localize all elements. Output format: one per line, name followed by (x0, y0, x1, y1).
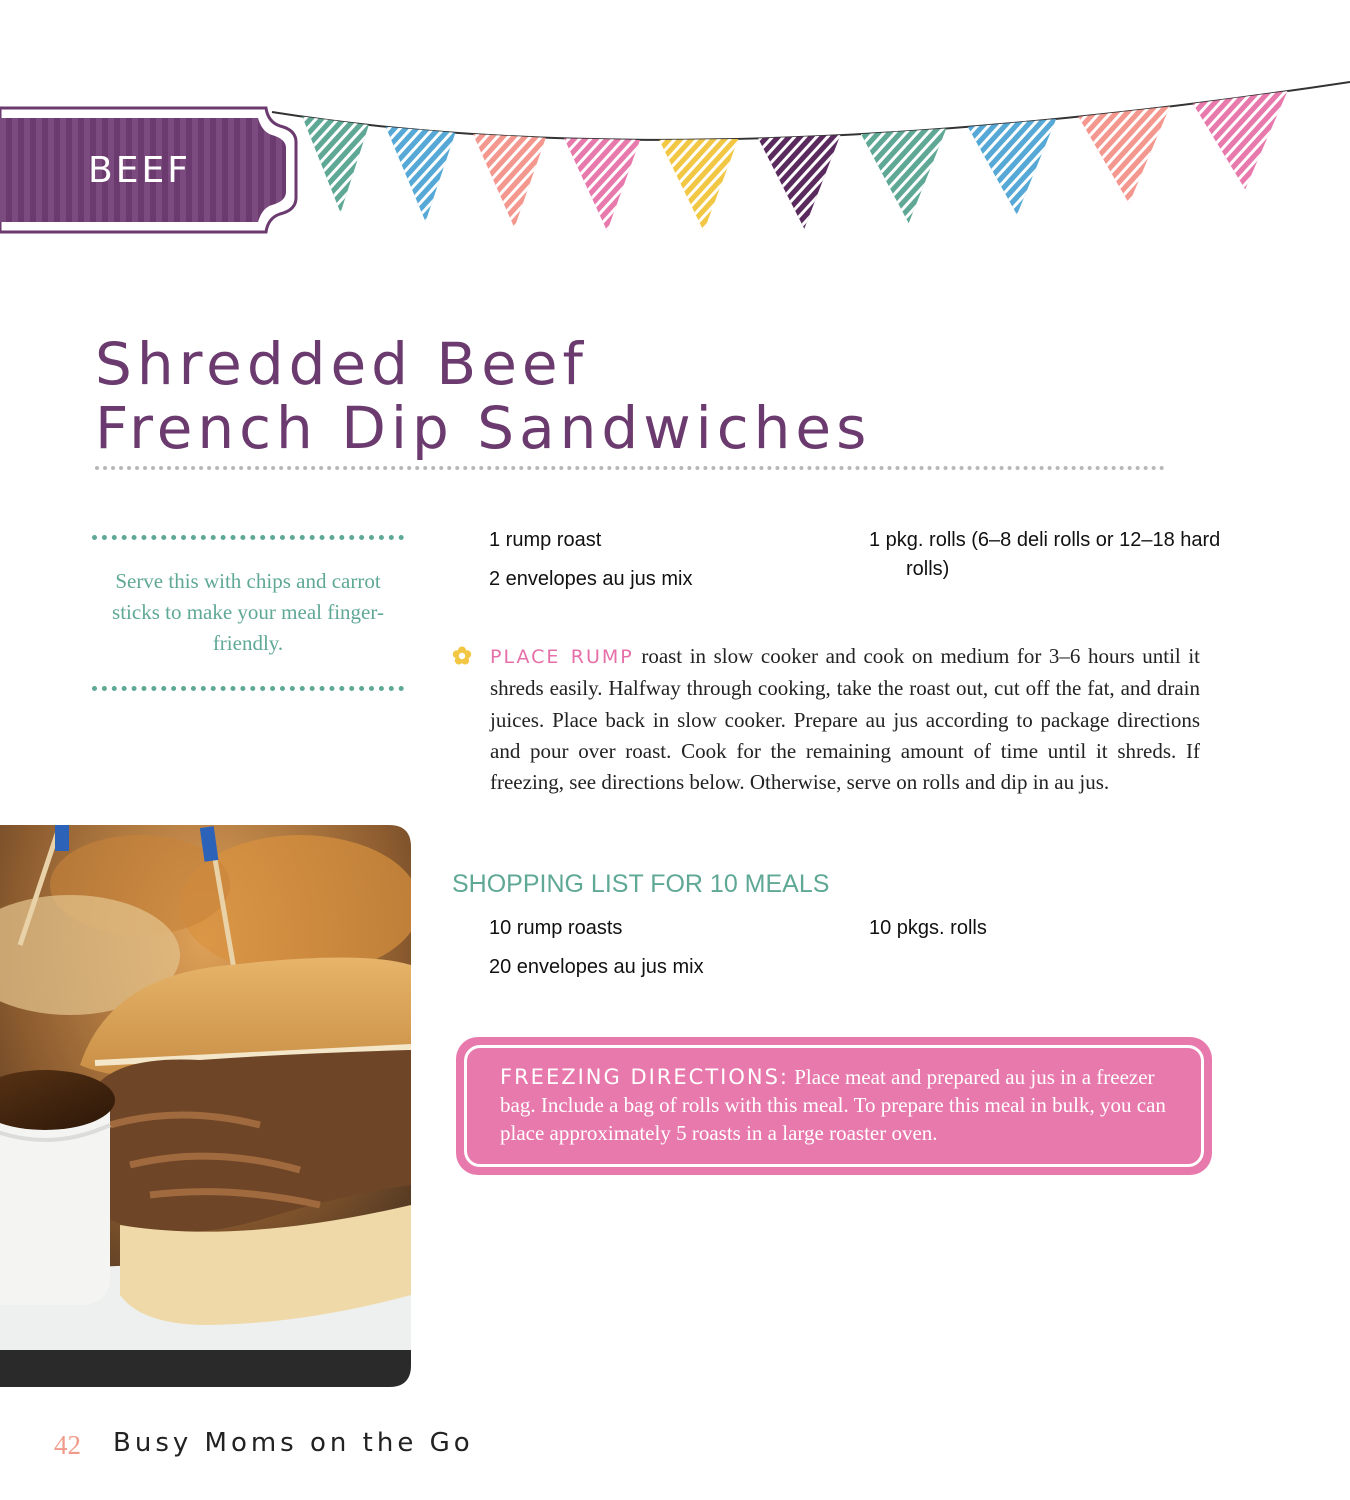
shopping-list-heading: SHOPPING LIST FOR 10 MEALS (452, 870, 830, 898)
book-title: Busy Moms on the Go (113, 1428, 474, 1458)
shopping-item: 20 envelopes au jus mix (489, 956, 704, 978)
recipe-title (95, 332, 871, 460)
recipe-title-line1: Shredded Beef (95, 330, 588, 398)
ingredient-item: 1 rump roast (489, 529, 602, 551)
tip-divider-top (92, 535, 404, 540)
tip-divider-bottom (92, 686, 404, 691)
method-paragraph (490, 641, 1200, 798)
title-divider (95, 466, 1165, 470)
recipe-title-line2: French Dip Sandwiches (95, 394, 872, 462)
freezing-lead: FREEZING DIRECTIONS: (500, 1065, 789, 1089)
sandwich-photo (0, 825, 411, 1387)
flower-icon (452, 646, 472, 666)
page-number: 42 (54, 1430, 81, 1460)
serving-tip: Serve this with chips and carrot sticks to make your meal finger-friendly. (112, 569, 384, 655)
ingredient-item: 1 pkg. rolls (6–8 deli rolls or 12–18 hard rolls) (869, 529, 1221, 580)
bunting-decoration (0, 70, 1350, 260)
method-text: roast in slow cooker and cook on medium for 3–6 hours until it shreds easily. Halfway through cooking, take the roast out, cut off the fat, and drain juices. Place back in slow cooker. Prepare au jus according to package directions and pour over roast. Cook for the remaining amount of time until it shreds. If freezing, see directions below. Otherwise, serve on rolls and dip in au jus. (490, 644, 1200, 795)
method-lead: PLACE RUMP (490, 646, 634, 668)
freezing-text: Place meat and prepared au jus in a freezer bag. Include a bag of rolls with this meal. To prepare this meal in bulk, you can place approximately 5 roasts in a large roaster oven. (500, 1065, 1166, 1145)
ingredient-item: 2 envelopes au jus mix (489, 568, 693, 590)
section-label: BEEF (88, 150, 191, 191)
freezing-directions (500, 1063, 1190, 1147)
shopping-item: 10 pkgs. rolls (869, 917, 987, 939)
shopping-item: 10 rump roasts (489, 917, 623, 939)
